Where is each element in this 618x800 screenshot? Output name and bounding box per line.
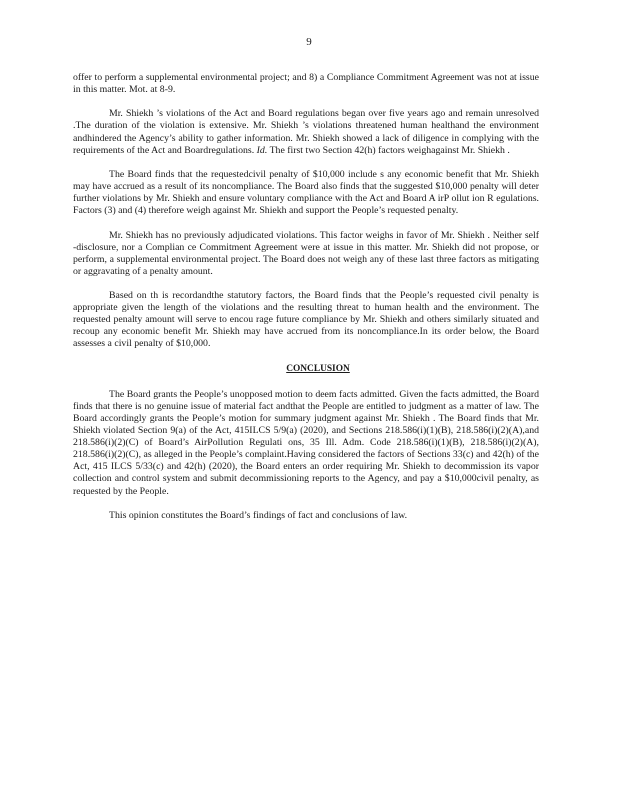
conclusion-heading-wrap — [73, 363, 539, 375]
section-heading-conclusion: CONCLUSION — [286, 363, 350, 374]
page-number: 9 — [306, 36, 312, 48]
paragraph-duration-conclusion: The first two Section 42(h) factors weighagainst Mr. Shiekh . — [269, 144, 510, 156]
paragraph-conclusion-order: The Board grants the People’s unopposed motion to deem facts admitted. Given the facts admitted, the Board finds that there is no genuine issue of material fact andthat the People are entitled to judgment as a matter of law. The Board accordingly grants the People’s motion for summary judgment against Mr. Shiekh . The Board finds that Mr. Shiekh violated Section 9(a) of the Act, 415ILCS 5/9(a) (2020), and Sections 218.586(i)(1)(B), 218.586(i)(2)(A),and 218.586(i)(2)(C) of Board’s AirPollution Regulati ons, 35 Ill. Adm. Code 218.586(i)(1)(B), 218.586(i)(2)(A), 218.586(i)(2)(C), as alleged in the People’s complaint.Having considered the factors of Sections 33(c) and 42(h) of the Act, 415 ILCS 5/33(c) and 42(h) (2020), the Board enters an order requiring Mr. Shiekh to decommission its vapor collection and control system and submit decommissioning reports to the Agency, and pay a $10,000civil penalty, as requested by the People. — [73, 388, 539, 497]
paragraph-economic-benefit: The Board finds that the requestedcivil penalty of $10,000 include s any economic benefit that Mr. Shiekh may have accrued as a result of its noncompliance. The Board also finds that the suggested $10,000 penalty will deter further violations by Mr. Shiekh and ensure voluntary compliance with the Act and Board A irP ollut ion R egulations. Factors (3) and (4) therefore weigh against Mr. Shiekh and support the People’s requested penalty. — [73, 168, 539, 217]
document-body — [73, 72, 539, 534]
paragraph-opinion-statement: This opinion constitutes the Board’s findings of fact and conclusions of law. — [109, 509, 408, 521]
paragraph-prior-violations: Mr. Shiekh has no previously adjudicated violations. This factor weighs in favor of Mr. Shiekh . Neither self -disclosure, nor a Complian ce Commitment Agreement were at issue in this matter. Mr. Shiekh did not propose, or perform, a supplemental environmental project. The Board does not weigh any of these last three factors as mitigating or aggravating of a penalty amount. — [73, 229, 539, 277]
paragraph-mitigating-factors-continued: offer to perform a supplemental environmental project; and 8) a Compliance Commitment Agreement was not at issue in this matter. Mot. at 8-9. — [73, 72, 539, 96]
paragraph-penalty-appropriate: Based on th is recordandthe statutory factors, the Board finds that the People’s requested civil penalty is appropriate given the length of the violations and the resulting threat to human health and the environment. The requested penalty amount will serve to encou rage future compliance by Mr. Shiekh and others similarly situated and recoup any economic benefit Mr. Shiekh may have accrued from its noncompliance.In its order below, the Board assesses a civil penalty of $10,000. — [73, 290, 539, 350]
paragraph-duration-text: Mr. Shiekh ’s violations of the Act and Board regulations began over five years ago and remain unresolved .The duration of the violation is extensive. Mr. Shiekh ’s violations threatened human healthand the environment andhindered the Agency’s ability to gather information. Mr. Shiekh showed a lack of diligence in complying with the requirements of the Act and Boardregulations. — [73, 108, 539, 156]
paragraph-duration-violations — [73, 108, 539, 156]
citation-id: Id. — [256, 144, 268, 156]
